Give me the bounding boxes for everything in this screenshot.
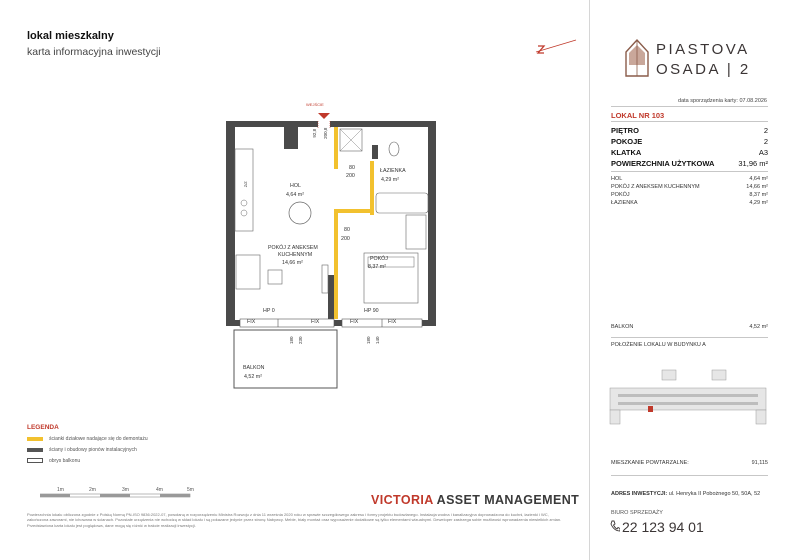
scale-label: 5m <box>187 487 194 493</box>
summary-value: 2 <box>763 126 768 135</box>
footnote: Powierzchnia lokalu obliczona zgodnie z Polską Normą PN-ISO 9836:2022-07, powołaną w rozporządzeniu Ministra Rozwoju z dnia 11 września 2020 roku w sprawie szczegółowego zakresu i formy projektu budowlanego. Instalacja wodna i kanalizacyjna doprowadzona do kuchni, łazienki i WC, zakończona zaworami, nie ichowana w ścianach. Pozostałe urządzenia nie wchodzą w skład lokalu i są pokazane jedynie przez stronę Nabywcy. Meble, biały montaż oraz wyposażenie dodatkowe są tylko elementami wizualnymi. Deweloper zastrzega sobie możliwość wprowadzenia niewielkich zmian. Przedstawiona karta lokalu jest poglądowa, dane mogą się różnić w trakcie realizacji inwestycji. <box>27 512 562 528</box>
brand-name-line1: PIASTOVA <box>656 41 750 58</box>
summary-row <box>611 148 768 157</box>
legend-label: ścianki działowe nadające się do demontażu <box>49 436 148 442</box>
legend-item <box>27 447 137 453</box>
entry-label: WEJŚCIE <box>306 102 324 107</box>
door-width: 80 <box>344 227 350 233</box>
page-title: lokal mieszkalny <box>27 30 114 42</box>
room-label: HOL <box>611 176 623 182</box>
room-area-hol: 4,64 m² <box>286 192 304 198</box>
kitchen-mark: Z/Z <box>242 181 248 188</box>
brand-name-line2: OSADA | 2 <box>656 61 751 78</box>
room-label: POKÓJ Z ANEKSEM KUCHENNYM <box>611 184 700 190</box>
scale-bar <box>40 493 200 499</box>
legend-swatch <box>27 458 43 463</box>
room-label: ŁAZIENKA <box>611 200 638 206</box>
summary-label: KLATKA <box>611 148 642 157</box>
building-location-map <box>608 360 770 438</box>
door-hp-label: HP 0 <box>263 308 275 314</box>
phone-icon <box>610 520 620 532</box>
scale-label: 4m <box>156 487 163 493</box>
legend-item <box>27 458 80 464</box>
summary-value: A3 <box>758 148 768 157</box>
lokal-number: LOKAL NR 103 <box>611 111 665 120</box>
company-name <box>371 493 579 507</box>
room-row <box>611 200 768 206</box>
company-name-red: VICTORIA <box>371 493 434 507</box>
floor-plan <box>222 105 448 395</box>
card-date: data sporządzenia karty: 07.08.2026 <box>678 98 767 104</box>
room-label-hol: HOL <box>290 183 301 189</box>
unit-marker-icon <box>648 406 653 412</box>
summary-row <box>611 126 768 135</box>
room-area-pokoj: 8,37 m² <box>368 264 386 270</box>
summary-label: POWIERZCHNIA UŻYTKOWA <box>611 159 715 168</box>
room-value: 8,37 m² <box>749 192 768 198</box>
window-dim: 180 <box>365 336 371 345</box>
window-dim: 180 <box>288 336 294 345</box>
room-value: 14,66 m² <box>746 184 768 190</box>
balkon-label: BALKON <box>611 324 634 330</box>
room-area-pokoj-aneks: 14,66 m² <box>282 260 303 266</box>
summary-row <box>611 137 768 146</box>
building-location-label: POŁOŻENIE LOKALU W BUDYNKU A <box>611 342 706 348</box>
address-row <box>611 491 768 497</box>
divider <box>611 121 768 122</box>
divider <box>611 337 768 338</box>
page-subtitle: karta informacyjna inwestycji <box>27 46 161 58</box>
scale-label: 1m <box>57 487 64 493</box>
room-row <box>611 176 768 182</box>
north-arrow-icon <box>530 36 580 60</box>
address-value: ul. Henryka II Pobożnego 50, 50A, 52 <box>668 491 761 497</box>
legend-title: LEGENDA <box>27 424 59 431</box>
legend-label: ściany i obudowy pionów instalacyjnych <box>49 447 137 453</box>
legend-swatch <box>27 448 43 452</box>
repeat-row <box>611 460 768 466</box>
scale-label: 3m <box>122 487 129 493</box>
dim-label: 92,8 <box>311 128 317 138</box>
room-label-pokoj-aneks: POKÓJ Z ANEKSEM <box>268 245 318 251</box>
door-height: 200 <box>341 236 350 242</box>
window-fix-label: FIX <box>388 319 397 325</box>
window-dim: 230 <box>297 336 303 345</box>
room-area-lazienka: 4,29 m² <box>381 177 399 183</box>
window-fix-label: FIX <box>247 319 256 325</box>
repeat-value: 91,115 <box>751 460 768 466</box>
column-divider <box>589 0 590 560</box>
summary-label: PIĘTRO <box>611 126 639 135</box>
window-dim: 140 <box>374 336 380 345</box>
room-label: POKÓJ <box>611 192 630 198</box>
door-width: 80 <box>349 165 355 171</box>
repeat-label: MIESZKANIE POWTARZALNE: <box>611 460 689 466</box>
sales-phone: 22 123 94 01 <box>622 519 704 535</box>
company-name-rest: ASSET MANAGEMENT <box>433 493 580 507</box>
sales-office-label: BIURO SPRZEDAŻY <box>611 510 663 516</box>
room-area-balkon: 4,52 m² <box>244 374 262 380</box>
dim-label: 200,8 <box>322 127 328 139</box>
address-label: ADRES INWESTYCJI: <box>611 491 668 497</box>
divider <box>611 171 768 172</box>
door-hp-label: HP 90 <box>364 308 379 314</box>
summary-label: POKOJE <box>611 137 643 146</box>
room-label-lazienka: ŁAZIENKA <box>380 168 406 174</box>
divider <box>611 475 768 476</box>
brand-logo-icon <box>625 38 649 78</box>
room-row <box>611 184 768 190</box>
room-row <box>611 192 768 198</box>
room-label-pokoj-aneks-2: KUCHENNYM <box>278 252 313 258</box>
room-value: 4,29 m² <box>749 200 768 206</box>
door-height: 200 <box>346 173 355 179</box>
legend-label: obrys balkonu <box>49 458 81 464</box>
room-label-balkon: BALKON <box>243 365 265 371</box>
window-fix-label: FIX <box>350 319 359 325</box>
divider <box>611 106 768 107</box>
legend-item <box>27 436 148 442</box>
legend-swatch <box>27 437 43 441</box>
balkon-value: 4,52 m² <box>749 324 768 330</box>
summary-value: 2 <box>763 137 768 146</box>
room-label-pokoj: POKÓJ <box>370 256 388 262</box>
summary-value: 31,96 m² <box>738 159 768 168</box>
window-fix-label: FIX <box>311 319 320 325</box>
summary-row <box>611 159 768 168</box>
balkon-row <box>611 324 768 330</box>
scale-label: 2m <box>89 487 96 493</box>
room-value: 4,64 m² <box>749 176 768 182</box>
